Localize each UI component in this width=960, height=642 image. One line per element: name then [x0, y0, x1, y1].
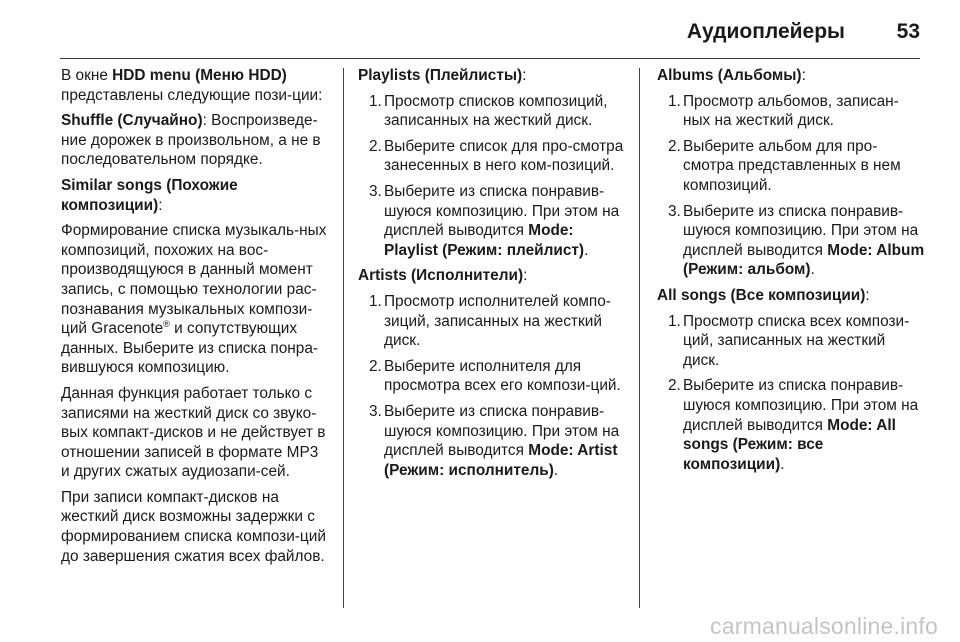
shuffle-heading: Shuffle (Случайно)	[61, 112, 203, 130]
page-header	[0, 0, 960, 60]
artist-mode-label: Mode: Artist (Режим: исполнитель)	[384, 442, 618, 479]
list-item: 3. Выберите из списка понравив-шуюся композицию. При этом на дисплей выводится Mode: Artist (Режим: исполнитель).	[369, 402, 620, 479]
column-divider-1	[343, 68, 344, 608]
list-item: 2. Выберите исполнителя для просмотра всех его компози-ций.	[369, 357, 621, 395]
hdd-menu-label: HDD menu (Меню HDD)	[112, 67, 287, 84]
list-item: 1. Просмотр списков композиций, записанных на жесткий диск.	[369, 92, 608, 130]
function-note: Данная функция работает только с записями на жесткий диск со звуко-вых компакт-дисков и не действует в отношении записей в формате MP3 и других сжатых аудиозапи-сей.	[61, 384, 326, 481]
column-1	[61, 66, 327, 572]
column-2	[358, 66, 628, 486]
similar-heading-paragraph: Similar songs (Похожие композиции):	[61, 176, 238, 214]
watermark: carmanualsonline.info	[710, 613, 938, 639]
list-item: 1. Просмотр альбомов, записан-ных на жесткий диск.	[668, 92, 899, 130]
playlists-heading-paragraph: Playlists (Плейлисты):	[358, 67, 527, 84]
list-item: 3. Выберите из списка понравив-шуюся композицию. При этом на дисплей выводится Mode: Album (Режим: альбом).	[668, 202, 925, 279]
album-mode-label: Mode: Album (Режим: альбом)	[683, 241, 925, 279]
page-number: 53	[896, 20, 920, 43]
list-item: 2. Выберите из списка понравив-шуюся композицию. При этом на дисплей выводится Mode: All songs (Режим: все композиции).	[668, 377, 919, 473]
allsongs-mode-label: Mode: All songs (Режим: все композиции)	[683, 416, 896, 473]
playlist-mode-label: Mode: Playlist (Режим: плейлист)	[384, 222, 585, 259]
list-item: 1. Просмотр исполнителей компо-зиций, записанных на жесткий диск.	[369, 292, 611, 350]
allsongs-heading: All songs (Все композиции)	[657, 286, 866, 304]
intro-paragraph: В окне HDD menu (Меню HDD) представлены следующие пози-ции:	[61, 67, 323, 104]
list-item: 1. Просмотр списка всех компози-ций, записанных на жесткий диск.	[668, 312, 910, 369]
similar-description: Формирование списка музыкаль-ных композиций, похожих на вос-производящуюся в данный момент запись, с помощью технологии рас-познавания музыкальных компози-ций Gracenote® и сопутствующих данных. Выберите из списка понра-вившуюся композицию.	[61, 222, 327, 377]
artists-heading-paragraph: Artists (Исполнители):	[358, 267, 528, 285]
shuffle-paragraph: Shuffle (Случайно): Воспроизведе-ние дорожек в произвольном, а не в последовательном порядке.	[61, 112, 321, 169]
artists-list	[358, 292, 628, 480]
playlists-heading: Playlists (Плейлисты)	[358, 67, 523, 84]
column-divider-2	[639, 68, 640, 608]
albums-heading-paragraph: Albums (Альбомы):	[657, 67, 806, 84]
albums-list	[657, 92, 925, 280]
page-title: Аудиоплейеры	[686, 20, 845, 43]
list-item: 2. Выберите список для про-смотра занесенных в него ком-позиций.	[369, 137, 624, 175]
header-rule	[60, 58, 920, 59]
artists-heading: Artists (Исполнители)	[358, 267, 524, 285]
similar-songs-heading: Similar songs (Похожие композиции)	[61, 176, 238, 214]
column-3	[657, 66, 925, 480]
allsongs-heading-paragraph: All songs (Все композиции):	[657, 286, 870, 304]
list-item: 2. Выберите альбом для про-смотра представленных в нем композиций.	[668, 137, 901, 194]
albums-heading: Albums (Альбомы)	[657, 67, 802, 84]
delays-note: При записи компакт-дисков на жесткий диск возможны задержки с формированием списка компози-ций до завершения сжатия всех файлов.	[61, 488, 326, 565]
list-item: 3. Выберите из списка понравив-шуюся композицию. При этом на дисплей выводится Mode: Playlist (Режим: плейлист).	[369, 182, 620, 259]
allsongs-list	[657, 312, 925, 475]
playlists-list	[358, 92, 628, 261]
